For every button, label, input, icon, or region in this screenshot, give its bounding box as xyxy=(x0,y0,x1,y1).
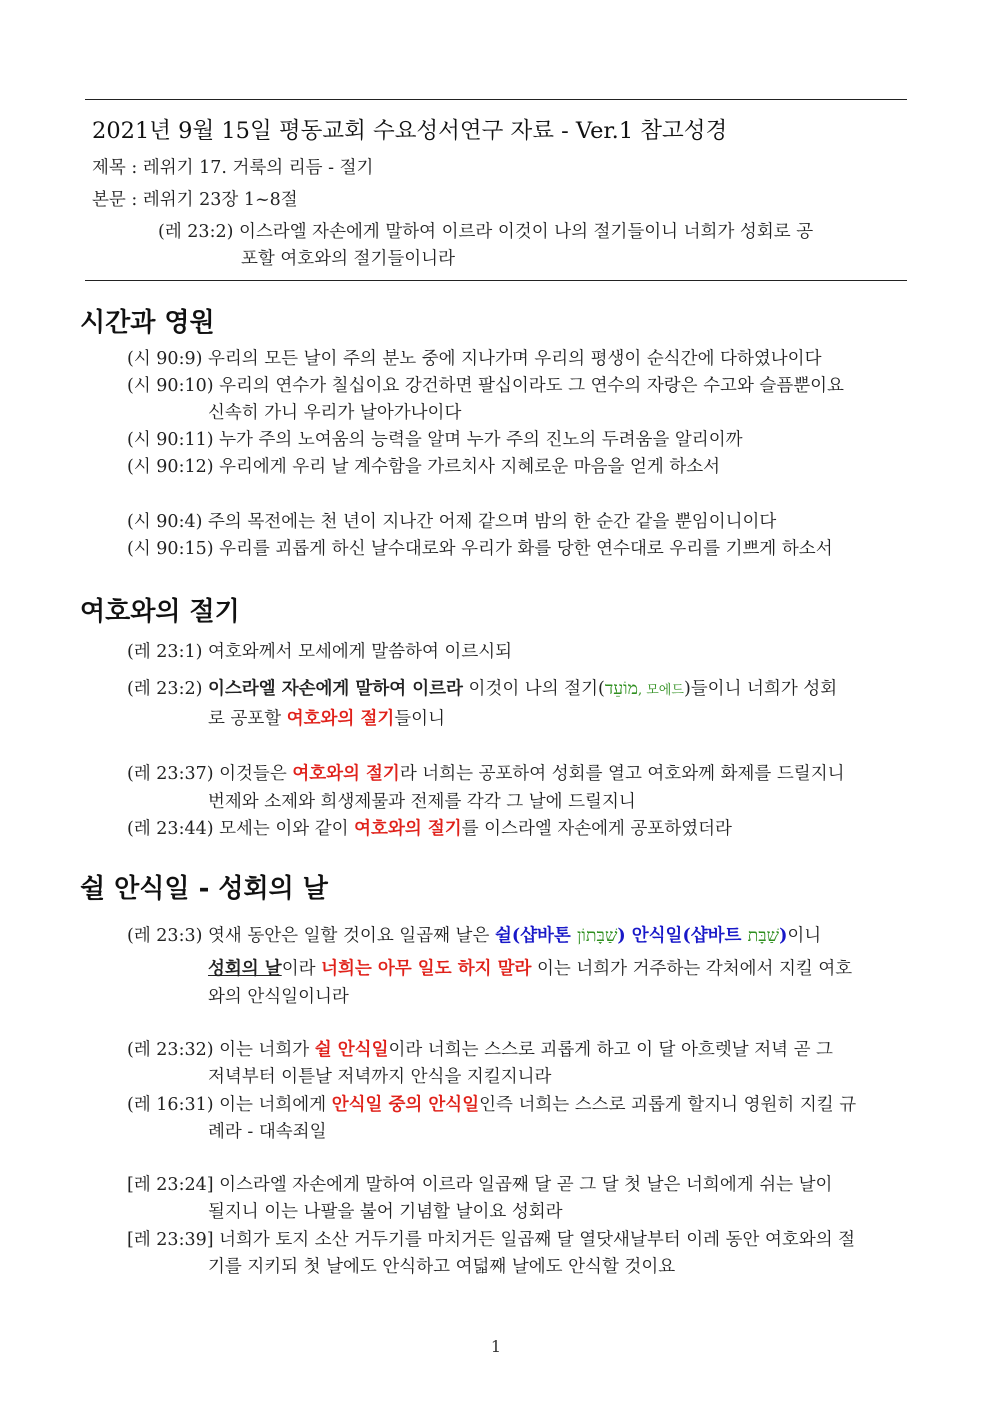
verse-text: 이니 xyxy=(787,926,822,946)
verse-text: 인즉 너희는 스스로 괴롭게 할지니 영원히 지킬 규 xyxy=(479,1095,857,1115)
verse-ref: (레 23:32) xyxy=(127,1040,214,1060)
verse-text: 이는 너희가 xyxy=(213,1040,315,1060)
verse-text: )들이니 너희가 성회 xyxy=(683,679,838,699)
verse-lev-23-24-cont: 될지니 이는 나팔을 불어 기념할 날이요 성회라 xyxy=(208,1202,563,1222)
verse-lev-23-24: [레 23:24] 이스라엘 자손에게 말하여 이르라 일곱째 달 곧 그 달 첫 날은 너희에게 쉬는 날이 xyxy=(127,1175,833,1195)
verse-text: 를 이스라엘 자손에게 공포하였더라 xyxy=(461,819,732,839)
highlight-text: ) 안식일(샵바트 xyxy=(617,926,748,946)
verse-lev-23-2-cont xyxy=(208,705,445,730)
verse-lev-23-39-cont: 기를 지키되 첫 날에도 안식하고 여덟째 날에도 안식할 것이요 xyxy=(208,1257,676,1277)
hebrew-word: מוֹעֵד xyxy=(604,679,638,699)
highlight-text: 너희는 아무 일도 하지 말라 xyxy=(321,959,532,979)
verse-text: 엿새 동안은 일할 것이요 일곱째 날은 xyxy=(202,926,495,946)
verse-text: 이는 너희가 거주하는 각처에서 지킬 여호 xyxy=(531,959,853,979)
verse-text: 이라 너희는 스스로 괴롭게 하고 이 달 아흐렛날 저녁 곧 그 xyxy=(388,1040,833,1060)
highlight-text: 여호와의 절기 xyxy=(292,764,400,784)
verse-text: 이라 xyxy=(281,959,322,979)
verse-ps-90-10-cont: 신속히 가니 우리가 날아가나이다 xyxy=(208,403,462,423)
verse-ref: (레 23:44) xyxy=(127,819,214,839)
verse-lev-16-31 xyxy=(127,1091,856,1116)
highlight-text: 여호와의 절기 xyxy=(286,709,395,729)
document-title: 2021년 9월 15일 평동교회 수요성서연구 자료 - Ver.1 참고성경 xyxy=(92,118,728,144)
verse-lev-23-39: [레 23:39] 너희가 토지 소산 거두기를 마치거든 일곱째 달 열닷새날부터 이레 동안 여호와의 절 xyxy=(127,1230,856,1250)
highlight-text: 쉴(샵바톤 xyxy=(494,926,577,946)
verse-lev-23-37 xyxy=(127,760,845,785)
verse-lev-23-37-cont: 번제와 소제와 희생제물과 전제를 각각 그 날에 드릴지니 xyxy=(208,792,636,812)
verse-lev-23-44 xyxy=(127,815,732,840)
verse-lev-23-1: (레 23:1) 여호와께서 모세에게 말씀하여 이르시되 xyxy=(127,642,513,662)
verse-ps-90-10: (시 90:10) 우리의 연수가 칠십이요 강건하면 팔십이라도 그 연수의 자랑은 수고와 슬픔뿐이요 xyxy=(127,376,844,396)
verse-lev-16-31-cont: 례라 - 대속죄일 xyxy=(208,1122,327,1142)
section-heading-sabbath: 쉴 안식일 - 성회의 날 xyxy=(80,874,328,904)
verse-ref: (레 16:31) xyxy=(127,1095,214,1115)
verse-text: 이것들은 xyxy=(213,764,293,784)
passage-line: 본문 : 레위기 23장 1~8절 xyxy=(92,190,298,210)
verse-ps-90-4: (시 90:4) 주의 목전에는 천 년이 지나간 어제 같으며 밤의 한 순간 같을 뿐임이니이다 xyxy=(127,512,777,532)
verse-lev-23-2 xyxy=(127,675,837,700)
key-verse-line-1: (레 23:2) 이스라엘 자손에게 말하여 이르라 이것이 나의 절기들이니 너희가 성회로 공 xyxy=(158,222,814,242)
highlight-text: 여호와의 절기 xyxy=(354,819,462,839)
section-heading-time-eternity: 시간과 영원 xyxy=(80,308,215,338)
verse-text: 모세는 이와 같이 xyxy=(213,819,355,839)
verse-lev-23-32 xyxy=(127,1036,833,1061)
subject-line: 제목 : 레위기 17. 거룩의 리듬 - 절기 xyxy=(92,158,374,178)
hebrew-word: שַׁבָּתוֹן xyxy=(576,926,618,946)
verse-ps-90-11: (시 90:11) 누가 주의 노여움의 능력을 알며 누가 주의 진노의 두려움을 알리이까 xyxy=(127,430,743,450)
verse-text: 이는 너희에게 xyxy=(213,1095,332,1115)
highlight-text: 쉴 안식일 xyxy=(314,1040,389,1060)
hebrew-word: שַׁבָּת xyxy=(747,926,780,946)
header-bottom-rule xyxy=(85,280,907,281)
verse-ps-90-9: (시 90:9) 우리의 모든 날이 주의 분노 중에 지나가며 우리의 평생이 순식간에 다하였나이다 xyxy=(127,349,822,369)
verse-lev-23-3 xyxy=(127,922,821,947)
section-heading-feasts: 여호와의 절기 xyxy=(80,597,240,627)
emphasis-text: 이스라엘 자손에게 말하여 이르라 xyxy=(208,679,463,699)
verse-text: 이것이 나의 절기( xyxy=(462,679,605,699)
verse-lev-23-3-cont-2: 와의 안식일이니라 xyxy=(208,987,349,1007)
highlight-text: ) xyxy=(779,926,788,946)
verse-text: 로 공포할 xyxy=(208,709,287,729)
verse-ref: (레 23:3) xyxy=(127,926,203,946)
verse-lev-23-32-cont: 저녁부터 이튿날 저녁까지 안식을 지킬지니라 xyxy=(208,1067,552,1087)
transliteration: , 모에드 xyxy=(637,683,684,698)
verse-lev-23-3-cont xyxy=(208,955,852,980)
verse-ps-90-12: (시 90:12) 우리에게 우리 날 계수함을 가르치사 지혜로운 마음을 얻게 하소서 xyxy=(127,457,721,477)
underlined-text: 성회의 날 xyxy=(208,959,282,979)
page-number: 1 xyxy=(490,1337,502,1356)
top-rule xyxy=(85,99,907,100)
highlight-text: 안식일 중의 안식일 xyxy=(331,1095,480,1115)
verse-text: 라 너희는 공포하여 성회를 열고 여호와께 화제를 드릴지니 xyxy=(399,764,845,784)
key-verse-line-2: 포할 여호와의 절기들이니라 xyxy=(241,249,455,269)
verse-text: 들이니 xyxy=(394,709,445,729)
verse-ref: (레 23:37) xyxy=(127,764,214,784)
verse-ref: (레 23:2) xyxy=(127,679,203,699)
verse-ps-90-15: (시 90:15) 우리를 괴롭게 하신 날수대로와 우리가 화를 당한 연수대로 우리를 기쁘게 하소서 xyxy=(127,539,833,559)
